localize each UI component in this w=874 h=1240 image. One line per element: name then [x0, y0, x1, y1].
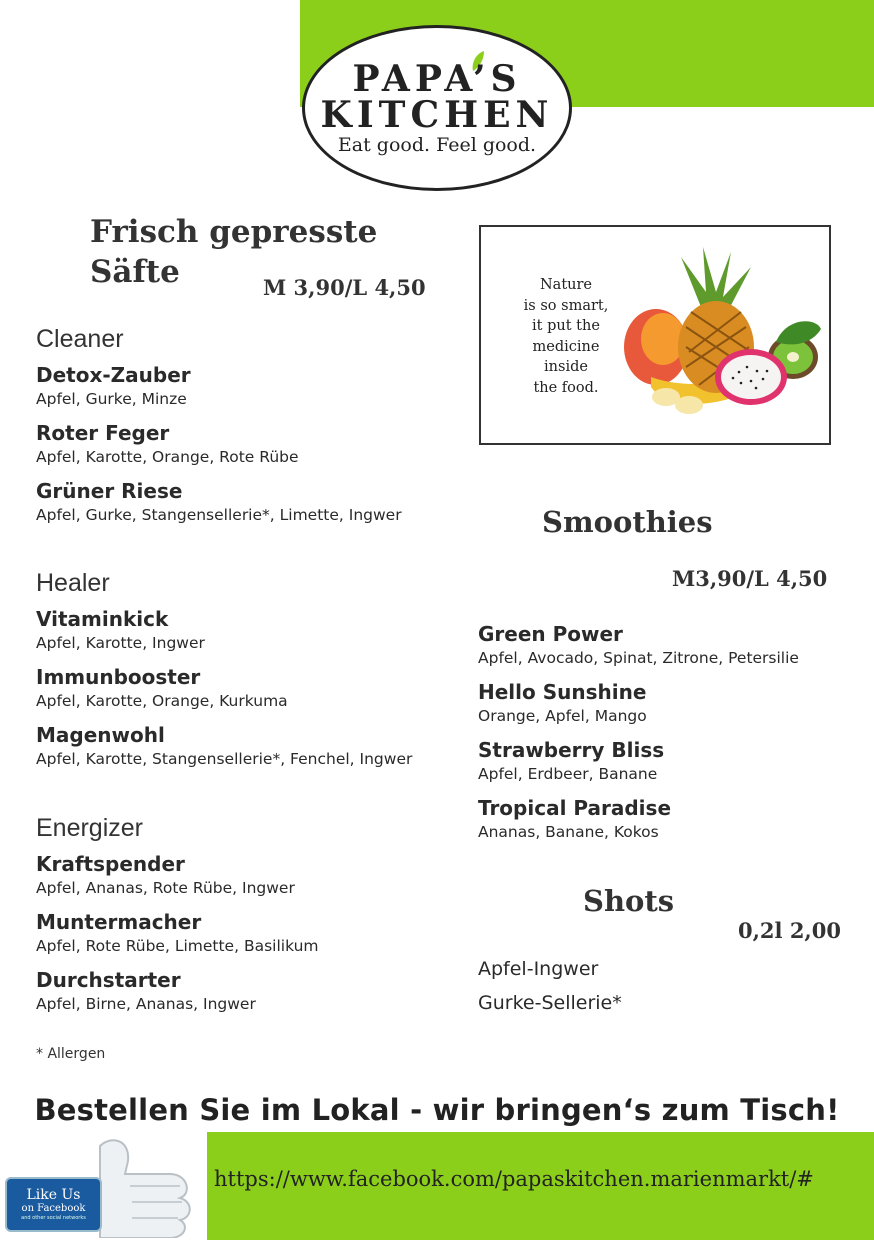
allergen-note: * Allergen — [36, 1046, 106, 1062]
like-us-graphic[interactable] — [0, 1132, 207, 1240]
menu-item-desc: Apfel, Karotte, Orange, Rote Rübe — [36, 448, 299, 466]
fruit-illustration — [611, 247, 826, 422]
social-networks-text: and other social networks — [21, 1215, 86, 1221]
menu-item-name: Vitaminkick — [36, 607, 169, 631]
menu-item-name: Strawberry Bliss — [478, 738, 665, 762]
shots-price: 0,2l 2,00 — [738, 918, 841, 943]
menu-item-name: Grüner Riese — [36, 479, 183, 503]
category-cleaner: Cleaner — [36, 325, 124, 353]
quote-line: Nature — [539, 277, 592, 293]
header-white-strip — [0, 0, 300, 107]
menu-item-name: Hello Sunshine — [478, 680, 647, 704]
menu-item-desc: Apfel, Erdbeer, Banane — [478, 765, 658, 783]
menu-item-name: Roter Feger — [36, 421, 170, 445]
quote-line: inside — [544, 359, 588, 375]
menu-item-name: Durchstarter — [36, 968, 181, 992]
logo-line-1: PAPA’S — [352, 58, 522, 100]
menu-item-desc: Apfel, Karotte, Stangensellerie*, Fenchel, Ingwer — [36, 750, 413, 768]
category-healer: Healer — [36, 569, 110, 597]
menu-item-name: Immunbooster — [36, 665, 201, 689]
shots-title: Shots — [583, 884, 675, 918]
menu-item-desc: Apfel, Karotte, Orange, Kurkuma — [36, 692, 288, 710]
smoothies-title: Smoothies — [542, 505, 713, 539]
quote-box — [479, 225, 831, 445]
juices-title-line-1: Frisch gepresste — [90, 214, 378, 250]
like-us-badge[interactable] — [5, 1177, 102, 1232]
juices-title-line-2: Säfte — [90, 254, 180, 290]
menu-item-desc: Apfel, Avocado, Spinat, Zitrone, Petersilie — [478, 649, 799, 667]
menu-item-desc: Apfel, Birne, Ananas, Ingwer — [36, 995, 256, 1013]
quote-line: is so smart, — [523, 297, 609, 314]
shot-item: Gurke-Sellerie* — [478, 992, 622, 1014]
menu-item-desc: Apfel, Gurke, Stangensellerie*, Limette, Ingwer — [36, 506, 402, 524]
smoothies-price: M3,90/L 4,50 — [672, 566, 828, 591]
logo-line-2: KITCHEN — [320, 94, 554, 136]
category-energizer: Energizer — [36, 814, 143, 842]
papas-kitchen-logo — [302, 25, 572, 191]
on-facebook-text: on Facebook — [21, 1203, 86, 1214]
quote-line: the food. — [533, 379, 599, 396]
menu-item-desc: Apfel, Karotte, Ingwer — [36, 634, 205, 652]
shot-item: Apfel-Ingwer — [478, 958, 599, 980]
menu-item-name: Tropical Paradise — [478, 796, 672, 820]
like-us-text: Like Us — [26, 1187, 81, 1203]
menu-item-name: Green Power — [478, 622, 623, 646]
menu-item-desc: Apfel, Gurke, Minze — [36, 390, 187, 408]
menu-item-name: Magenwohl — [36, 723, 165, 747]
quote-line: medicine — [532, 338, 600, 355]
facebook-url-link[interactable]: https://www.facebook.com/papaskitchen.marienmarkt/# — [214, 1167, 814, 1191]
menu-item-name: Muntermacher — [36, 910, 202, 934]
juices-price: M 3,90/L 4,50 — [263, 275, 426, 300]
order-banner: Bestellen Sie im Lokal - wir bringen‘s zum Tisch! — [34, 1093, 840, 1127]
menu-item-name: Detox-Zauber — [36, 363, 191, 387]
menu-item-desc: Ananas, Banane, Kokos — [478, 823, 659, 841]
logo-slogan: Eat good. Feel good. — [337, 134, 537, 156]
menu-item-name: Kraftspender — [36, 852, 185, 876]
menu-item-desc: Apfel, Rote Rübe, Limette, Basilikum — [36, 937, 319, 955]
quote-text — [511, 275, 621, 398]
quote-line: it put the — [532, 318, 600, 334]
menu-item-desc: Apfel, Ananas, Rote Rübe, Ingwer — [36, 879, 295, 897]
menu-item-desc: Orange, Apfel, Mango — [478, 707, 647, 725]
